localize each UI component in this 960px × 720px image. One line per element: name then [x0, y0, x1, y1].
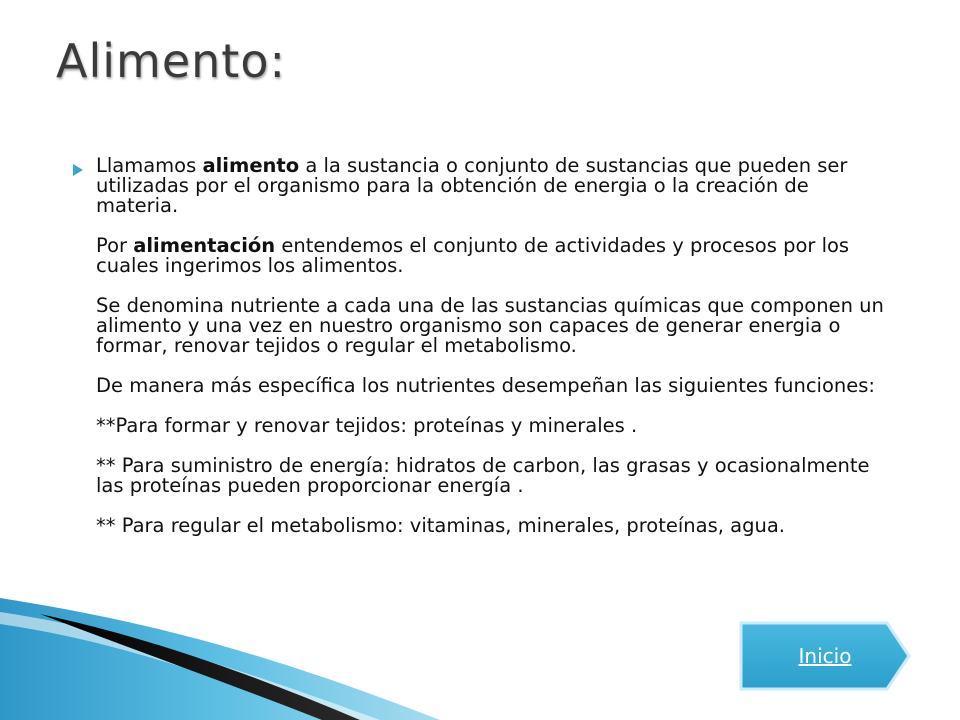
paragraph-tejidos: **Para formar y renovar tejidos: proteínas y minerales .	[96, 414, 638, 437]
para1-bold: alimento	[202, 154, 300, 177]
slide-title: Alimento:	[56, 34, 286, 88]
para1-pre: Llamamos	[96, 154, 203, 177]
paragraph-nutriente: Se denomina nutriente a cada una de las sustancias químicas que componen un alimento y una vez en nuestro organismo son capaces de generar energia o formar, renovar tejidos o regular el metabolismo.	[96, 294, 884, 357]
para2-bold: alimentación	[133, 234, 276, 257]
paragraph-metabolismo: ** Para regular el metabolismo: vitaminas, minerales, proteínas, agua.	[96, 514, 785, 537]
para2-post: entendemos el conjunto de actividades y procesos por los cuales ingerimos los alimentos.	[96, 234, 850, 277]
inicio-button[interactable]	[737, 620, 913, 692]
para2-pre: Por	[96, 234, 134, 257]
paragraph-funciones: De manera más específica los nutrientes desempeñan las siguientes funciones:	[96, 374, 875, 397]
paragraph-energia: ** Para suministro de energía: hidratos de carbon, las grasas y ocasionalmente las proteínas pueden proporcionar energía .	[96, 454, 870, 497]
inicio-button-label[interactable]: Inicio	[798, 644, 852, 668]
para1-post: a la sustancia o conjunto de sustancias que pueden ser utilizadas por el organismo para la obtención de energia o la creación de materia.	[96, 154, 848, 217]
